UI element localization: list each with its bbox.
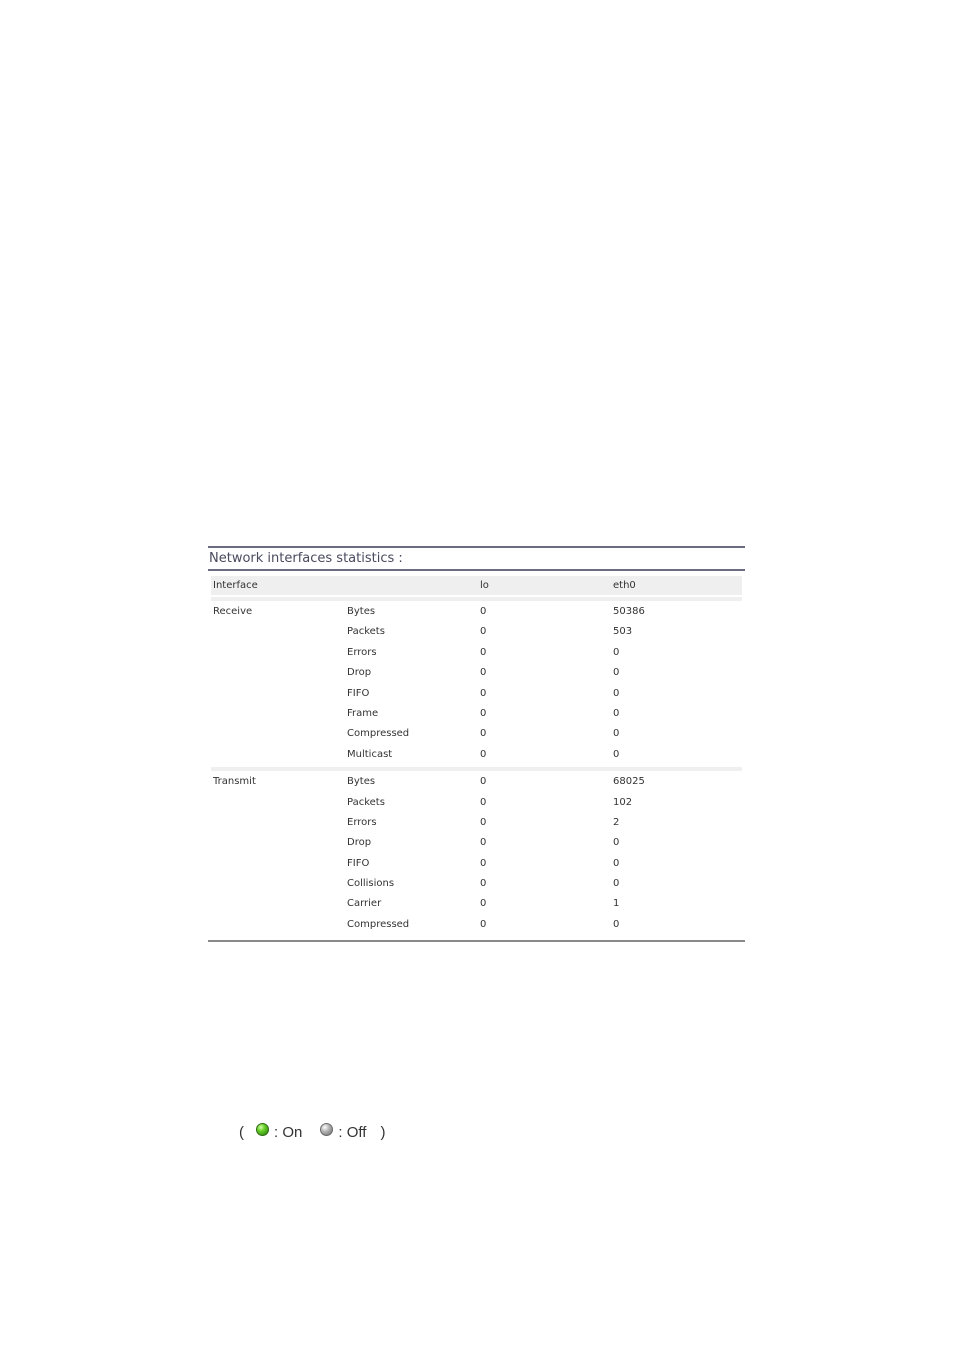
panel-title: Network interfaces statistics : xyxy=(209,551,403,566)
network-stats-panel xyxy=(208,546,745,942)
table-row xyxy=(211,833,742,853)
group-label-empty xyxy=(211,704,344,724)
group-label-empty xyxy=(211,854,344,874)
metric-label: Frame xyxy=(347,707,379,719)
eth0-value: 0 xyxy=(613,918,620,930)
metric-label: FIFO xyxy=(347,857,370,869)
lo-value: 0 xyxy=(480,837,487,849)
lo-value: 0 xyxy=(480,776,487,788)
lo-value: 0 xyxy=(480,626,487,638)
lo-value: 0 xyxy=(480,748,487,760)
eth0-value: 0 xyxy=(613,878,620,890)
eth0-value: 0 xyxy=(613,707,620,719)
metric-label: Carrier xyxy=(347,898,382,910)
metric-label: Errors xyxy=(347,816,377,828)
legend-off-label: : Off xyxy=(338,1123,367,1141)
header-metric-empty xyxy=(344,576,477,595)
lo-value: 0 xyxy=(480,687,487,699)
group-label: Receive xyxy=(213,606,253,617)
table-row xyxy=(211,745,742,765)
lo-value: 0 xyxy=(480,707,487,719)
group-label-empty xyxy=(211,745,344,765)
header-interface: Interface xyxy=(213,580,258,591)
group-label-empty xyxy=(211,663,344,683)
lo-value: 0 xyxy=(480,878,487,890)
metric-label: Compressed xyxy=(347,918,410,930)
eth0-value: 0 xyxy=(613,646,620,658)
eth0-value: 2 xyxy=(613,816,620,828)
lo-value: 0 xyxy=(480,646,487,658)
status-legend xyxy=(235,1121,389,1143)
group-label-empty xyxy=(211,813,344,833)
table-row xyxy=(211,793,742,813)
table-row xyxy=(211,813,742,833)
eth0-value: 1 xyxy=(613,898,620,910)
header-lo: lo xyxy=(480,580,489,591)
eth0-value: 0 xyxy=(613,748,620,760)
metric-label: Drop xyxy=(347,837,372,849)
eth0-value: 0 xyxy=(613,837,620,849)
group-label-empty xyxy=(211,724,344,744)
eth0-value: 0 xyxy=(613,687,620,699)
eth0-value: 102 xyxy=(613,796,633,808)
metric-label: FIFO xyxy=(347,687,370,699)
panel-bottom-rule xyxy=(208,940,745,942)
lo-value: 0 xyxy=(480,667,487,679)
lo-value: 0 xyxy=(480,816,487,828)
table-row xyxy=(211,622,742,642)
group-label-empty xyxy=(211,833,344,853)
stats-body xyxy=(211,602,742,935)
lo-value: 0 xyxy=(480,857,487,869)
table-row xyxy=(211,663,742,683)
green-dot-icon xyxy=(256,1123,269,1136)
metric-label: Multicast xyxy=(347,748,393,760)
eth0-value: 0 xyxy=(613,728,620,740)
lo-value: 0 xyxy=(480,796,487,808)
group-label-empty xyxy=(211,643,344,663)
lo-value: 0 xyxy=(480,918,487,930)
metric-label: Compressed xyxy=(347,728,410,740)
group-label-empty xyxy=(211,915,344,935)
table-row xyxy=(211,915,742,935)
legend-open-paren: ( xyxy=(239,1123,244,1141)
eth0-value: 0 xyxy=(613,667,620,679)
table-row xyxy=(211,854,742,874)
legend-close-paren: ) xyxy=(380,1123,386,1141)
group-separator xyxy=(211,597,742,601)
group-label-empty xyxy=(211,793,344,813)
table-row xyxy=(211,874,742,894)
table-row xyxy=(211,704,742,724)
table-row xyxy=(211,602,742,622)
table-row xyxy=(211,643,742,663)
table-row xyxy=(211,724,742,744)
eth0-value: 68025 xyxy=(613,776,645,788)
group-label-empty xyxy=(211,874,344,894)
lo-value: 0 xyxy=(480,898,487,910)
lo-value: 0 xyxy=(480,728,487,740)
metric-label: Collisions xyxy=(347,878,395,890)
group-label: Transmit xyxy=(213,776,256,788)
group-label-empty xyxy=(211,622,344,642)
metric-label: Bytes xyxy=(347,606,376,617)
legend-on-label: : On xyxy=(274,1123,303,1141)
group-separator xyxy=(211,767,742,771)
table-row xyxy=(211,684,742,704)
stats-table xyxy=(211,576,742,935)
lo-value: 0 xyxy=(480,606,487,617)
eth0-value: 503 xyxy=(613,626,633,638)
gray-dot-icon xyxy=(320,1123,333,1136)
table-row xyxy=(211,772,742,792)
table-header-row xyxy=(211,576,742,595)
group-label-empty xyxy=(211,894,344,914)
table-row xyxy=(211,894,742,914)
eth0-value: 0 xyxy=(613,857,620,869)
group-label-empty xyxy=(211,684,344,704)
metric-label: Packets xyxy=(347,796,385,808)
metric-label: Packets xyxy=(347,626,385,638)
metric-label: Bytes xyxy=(347,776,376,788)
eth0-value: 50386 xyxy=(613,606,645,617)
metric-label: Errors xyxy=(347,646,377,658)
metric-label: Drop xyxy=(347,667,372,679)
panel-title-rule xyxy=(208,569,745,571)
header-eth0: eth0 xyxy=(613,580,636,591)
